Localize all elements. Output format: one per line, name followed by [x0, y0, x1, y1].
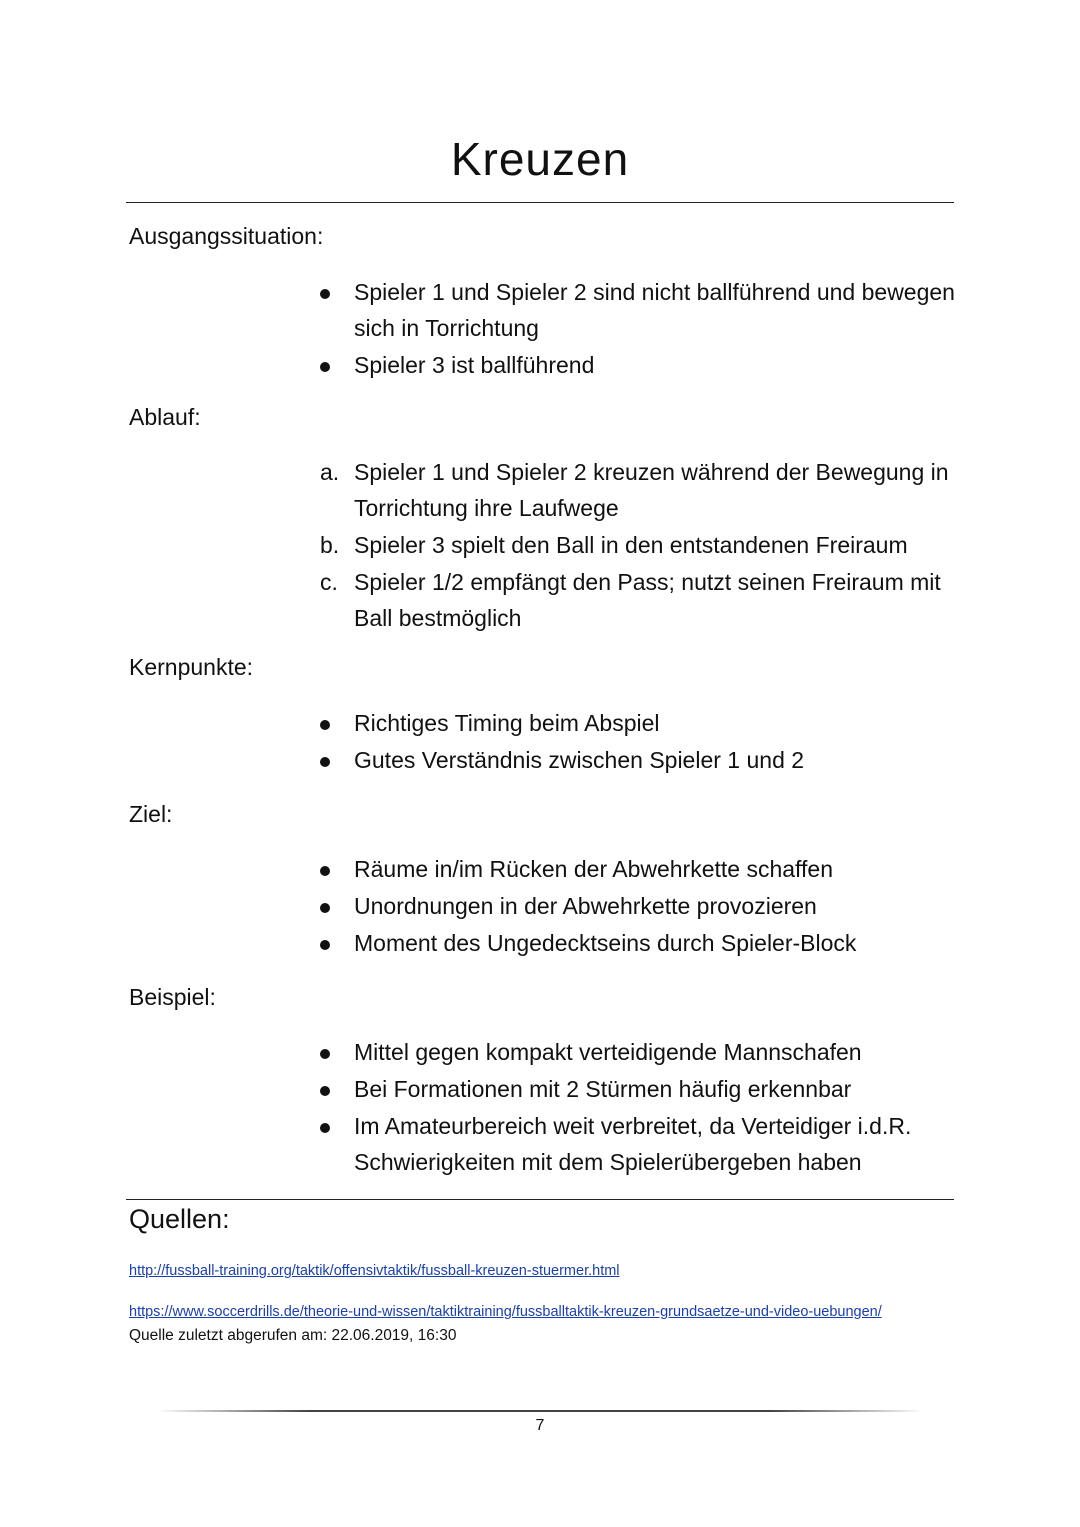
section-label-ablauf: Ablauf: [129, 404, 201, 430]
section-label-ausgangssituation: Ausgangssituation: [129, 223, 324, 249]
section-label-beispiel: Beispiel: [129, 984, 216, 1010]
bullet-icon [320, 720, 330, 730]
list-item: Gutes Verständnis zwischen Spieler 1 und 2 [354, 742, 964, 778]
sources-heading: Quellen: [129, 1204, 230, 1234]
source-link-2[interactable]: https://www.soccerdrills.de/theorie-und-wissen/taktiktraining/fussballtaktik-kreuzen-grundsaetze-und-video-uebungen/ [129, 1304, 882, 1320]
list-item: Bei Formationen mit 2 Stürmen häufig erkennbar [354, 1071, 964, 1107]
list-item: Spieler 3 ist ballführend [354, 347, 964, 383]
page-title: Kreuzen [450, 133, 630, 185]
list-item: b. Spieler 3 spielt den Ball in den entstandenen Freiraum [320, 532, 908, 558]
bullet-icon [320, 757, 330, 767]
bullet-icon [320, 1123, 330, 1133]
bullet-icon [320, 903, 330, 913]
bullet-icon [320, 940, 330, 950]
list-item: Richtiges Timing beim Abspiel [354, 705, 964, 741]
bullet-icon [320, 1086, 330, 1096]
list-item: c. Spieler 1/2 empfängt den Pass; nutzt seinen Freiraum mit Ball bestmöglich [320, 569, 941, 631]
bullet-icon [320, 866, 330, 876]
list-item: Unordnungen in der Abwehrkette provozieren [354, 888, 964, 924]
bullet-icon [320, 289, 330, 299]
ausgangssituation-list [354, 274, 964, 384]
ziel-list [354, 851, 964, 962]
section-label-ziel: Ziel: [129, 801, 173, 827]
list-item: Im Amateurbereich weit verbreitet, da Verteidiger i.d.R. Schwierigkeiten mit dem Spielerübergeben haben [354, 1108, 964, 1180]
source-link-1[interactable]: http://fussball-training.org/taktik/offensivtaktik/fussball-kreuzen-stuermer.html [129, 1263, 620, 1279]
section-label-kernpunkte: Kernpunkte: [129, 654, 254, 680]
bullet-icon [320, 362, 330, 372]
list-item: Moment des Ungedecktseins durch Spieler-Block [354, 925, 964, 961]
list-item: Mittel gegen kompakt verteidigende Mannschafen [354, 1034, 964, 1070]
footer-divider [156, 1410, 924, 1412]
list-item: a. Spieler 1 und Spieler 2 kreuzen während der Bewegung in Torrichtung ihre Laufwege [320, 459, 949, 521]
list-item: Spieler 1 und Spieler 2 sind nicht ballführend und bewegen sich in Torrichtung [354, 274, 964, 346]
source-retrieved-note: Quelle zuletzt abgerufen am: 22.06.2019, 16:30 [129, 1327, 457, 1344]
page-number: 7 [535, 1417, 545, 1434]
list-item: Räume in/im Rücken der Abwehrkette schaffen [354, 851, 964, 887]
sources-divider [126, 1199, 954, 1200]
ablauf-list [320, 454, 964, 637]
beispiel-list [354, 1034, 964, 1181]
kernpunkte-list [354, 705, 964, 779]
title-divider [126, 202, 954, 203]
bullet-icon [320, 1049, 330, 1059]
